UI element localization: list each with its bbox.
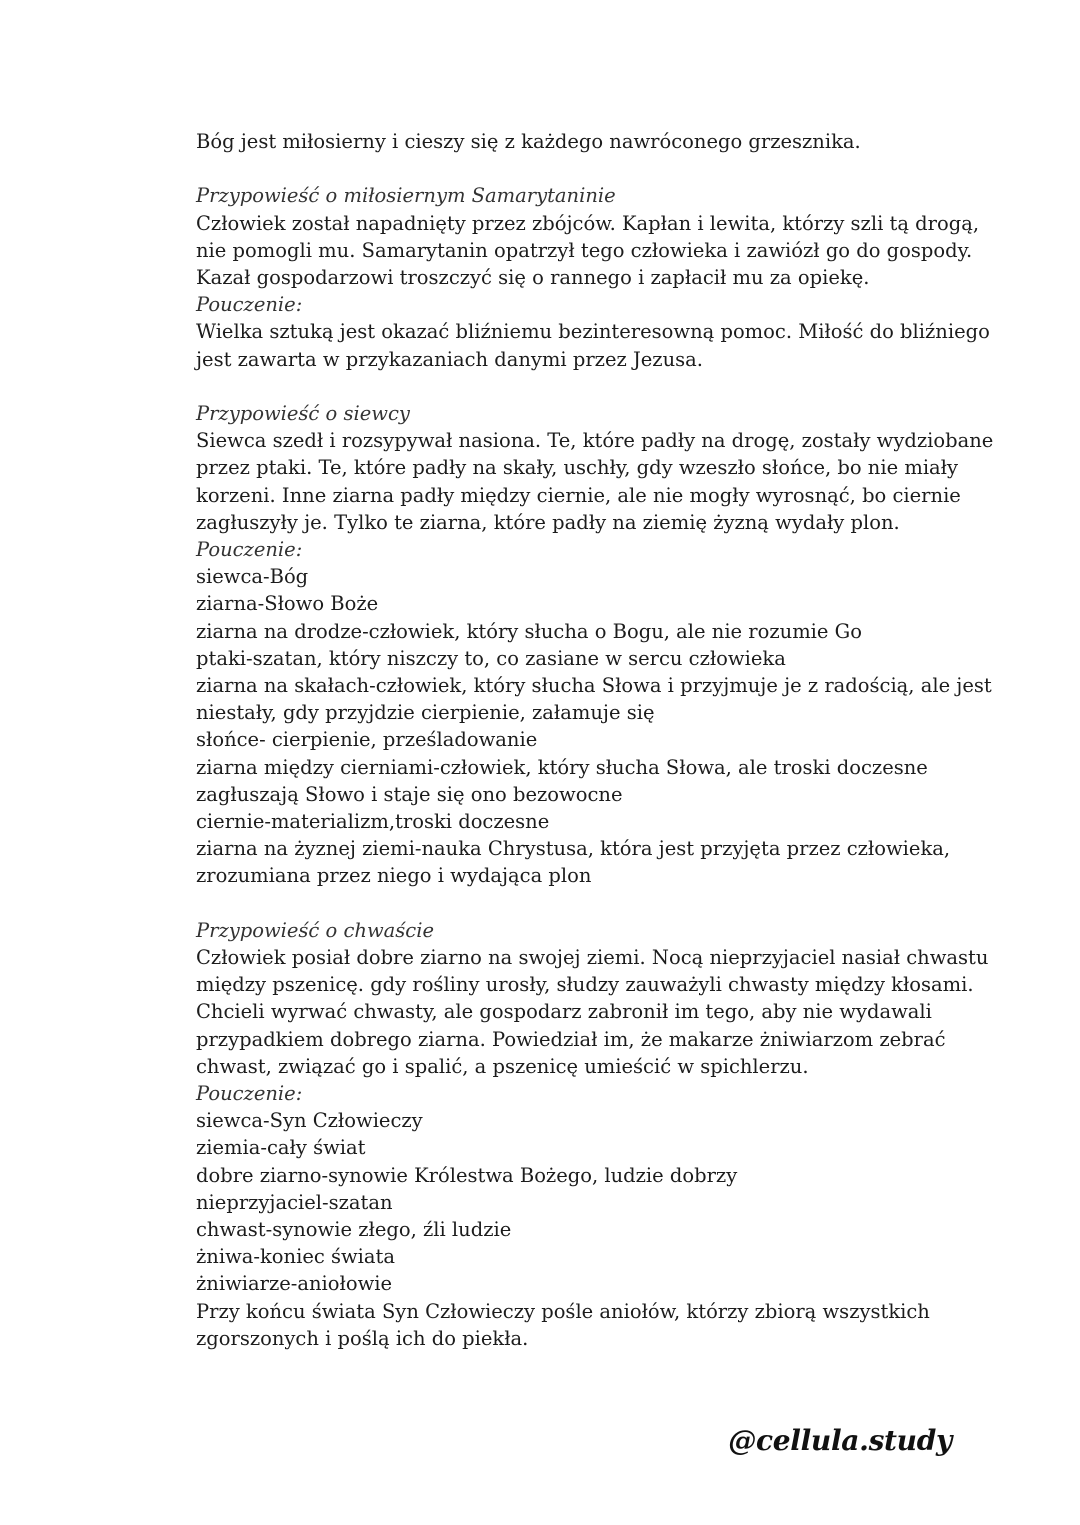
lesson-line: żniwa-koniec świata (196, 1245, 396, 1269)
story-line: chwast, związać go i spalić, a pszenicę umieścić w spichlerzu. (196, 1054, 809, 1078)
lesson-line: siewca-Bóg (196, 565, 309, 589)
story-line: między pszenicę. gdy rośliny urosły, słudzy zauważyli chwasty między kłosami. (196, 973, 974, 997)
lesson-line: ptaki-szatan, który niszczy to, co zasiane w sercu człowieka (196, 646, 786, 670)
lesson-line: niestały, gdy przyjdzie cierpienie, załamuje się (196, 701, 655, 725)
lesson-line: ziarna na skałach-człowiek, który słucha Słowa i przyjmuje je z radością, ale jest (196, 674, 992, 698)
lesson-line: Wielka sztuką jest okazać bliźniemu bezinteresowną pomoc. Miłość do bliźniego (196, 320, 990, 344)
lesson-line: słońce- cierpienie, prześladowanie (196, 728, 538, 752)
lesson-line: ziarna między cierniami-człowiek, który słucha Słowa, ale troski doczesne (196, 755, 928, 779)
lesson-line: nieprzyjaciel-szatan (196, 1190, 393, 1214)
story-line: Człowiek posiał dobre ziarno na swojej ziemi. Nocą nieprzyjaciel nasiał chwastu (196, 946, 989, 970)
lesson-line: ziarna-Słowo Boże (196, 592, 379, 616)
story-line: Chcieli wyrwać chwasty, ale gospodarz zabronił im tego, aby nie wydawali (196, 1000, 932, 1024)
lesson-line: zrozumiana przez niego i wydająca plon (196, 864, 592, 888)
section-title-samaritan: Przypowieść o miłosiernym Samarytaninie (196, 184, 616, 208)
story-line: zagłuszyły je. Tylko te ziarna, które padły na ziemię żyzną wydały plon. (196, 510, 900, 534)
lesson-line: ziarna na żyznej ziemi-nauka Chrystusa, która jest przyjęta przez człowieka, (196, 837, 951, 861)
story-line: Kazał gospodarzowi troszczyć się o rannego i zapłacił mu za opiekę. (196, 266, 870, 289)
lesson-line: zagłuszają Słowo i staje się ono bezowocne (196, 782, 623, 806)
signature-watermark: @cellula.study (728, 1424, 952, 1457)
lesson-line: ziemia-cały świat (196, 1136, 366, 1160)
section-title-weeds: Przypowieść o chwaście (196, 918, 434, 942)
story-line: przez ptaki. Te, które padły na skały, uschły, gdy wzeszło słońce, bo nie miały (196, 456, 959, 480)
spacer (196, 890, 956, 917)
document-page (196, 128, 994, 1352)
story-line: nie pomogli mu. Samarytanin opatrzył tego człowieka i zawiózł go do gospody. (196, 238, 973, 262)
story-line: Człowiek został napadnięty przez zbójców. Kapłan i lewita, którzy szli tą drogą, (196, 211, 980, 235)
lesson-label: Pouczenie: (196, 293, 303, 317)
lesson-line: ziarna na drodze-człowiek, który słucha o Bogu, ale nie rozumie Go (196, 619, 862, 643)
lesson-label: Pouczenie: (196, 538, 303, 562)
story-line: Siewca szedł i rozsypywał nasiona. Te, które padły na drogę, zostały wydziobane (196, 429, 994, 453)
intro-text: Bóg jest miłosierny i cieszy się z każdego nawróconego grzesznika. (196, 130, 861, 153)
spacer (196, 373, 956, 400)
lesson-line: dobre ziarno-synowie Królestwa Bożego, ludzie dobrzy (196, 1163, 738, 1187)
section-title-sower: Przypowieść o siewcy (196, 402, 410, 425)
spacer (196, 155, 956, 182)
lesson-line: siewca-Syn Człowieczy (196, 1109, 423, 1133)
lesson-line: chwast-synowie złego, źli ludzie (196, 1218, 512, 1242)
lesson-label: Pouczenie: (196, 1082, 303, 1106)
lesson-line: zgorszonych i poślą ich do piekła. (196, 1326, 529, 1350)
lesson-line: ciernie-materializm,troski doczesne (196, 810, 550, 834)
story-line: przypadkiem dobrego ziarna. Powiedział im, że makarze żniwiarzom zebrać (196, 1027, 946, 1051)
lesson-line: żniwiarze-aniołowie (196, 1272, 393, 1296)
story-line: korzeni. Inne ziarna padły między ciernie, ale nie mogły wyrosnąć, bo ciernie (196, 483, 961, 507)
lesson-line: jest zawarta w przykazaniach danymi przez Jezusa. (196, 347, 703, 371)
lesson-line: Przy końcu świata Syn Człowieczy pośle aniołów, którzy zbiorą wszystkich (196, 1299, 930, 1323)
